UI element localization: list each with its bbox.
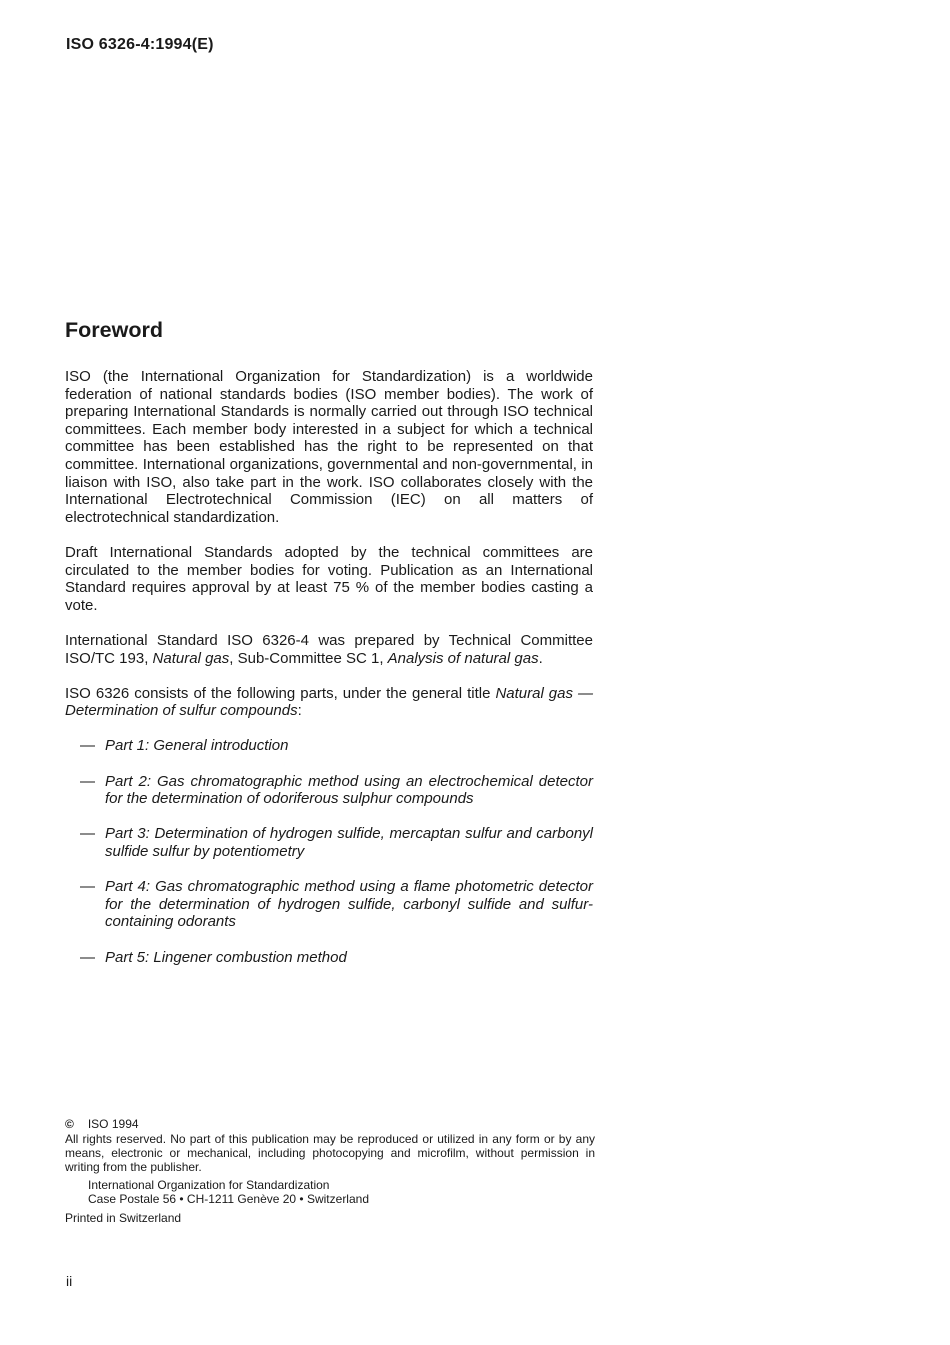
part-label: Part 4: [105, 878, 151, 896]
part-title: Gas chromatographic method using an electrochemical detector for the determination of odoriferous sulphur compounds [105, 772, 593, 808]
copyright-block [65, 1117, 595, 1225]
parts-intro-end: : [297, 702, 302, 720]
list-item-part-3 [65, 825, 593, 860]
page-number: ii [66, 1273, 73, 1289]
foreword-heading: Foreword [65, 318, 163, 342]
foreword-body [65, 368, 593, 984]
org-address: Case Postale 56 • CH-1211 Genève 20 • Switzerland [88, 1192, 369, 1206]
dash: — [80, 878, 95, 896]
paragraph-iso-intro: ISO (the International Organization for Standardization) is a worldwide federation of national standards bodies (ISO member bodies). The work of preparing International Standards is normally carried out through ISO technical committees. Each member body interested in a subject for which a technical committee has been established has the right to be represented on that committee. International organizations, governmental and non-governmental, in liaison with ISO, also take part in the work. ISO collaborates closely with the International Electrotechnical Commission (IEC) on all matters of electrotechnical standardization. [65, 368, 593, 526]
parts-list [65, 737, 593, 966]
document-identifier: ISO 6326-4:1994(E) [66, 36, 214, 53]
dash: — [80, 825, 95, 843]
dash: — [80, 772, 95, 790]
list-item-part-2 [65, 773, 593, 808]
paragraph-draft-standards: Draft International Standards adopted by the technical committees are circulated to the member bodies for voting. Publication as an International Standard requires approval by at least 75 % of the member bodies casting a vote. [65, 543, 593, 614]
subcommittee-title: Analysis of natural gas [387, 649, 539, 667]
list-item-part-1 [65, 737, 593, 755]
part-label: Part 2: [105, 772, 151, 790]
paragraph-prepared-by [65, 632, 593, 667]
dash: — [80, 948, 95, 966]
part-label: Part 3: [105, 825, 150, 843]
committee-title: Natural gas [152, 649, 230, 667]
general-title: Natural gas — Determination of sulfur compounds [65, 684, 594, 720]
part-title: Gas chromatographic method using a flame photometric detector for the determination of hydrogen sulfide, carbonyl sulfide and sulfur-containing odorants [105, 878, 594, 931]
list-item-part-4 [65, 878, 593, 931]
prepared-by-end: . [538, 649, 543, 667]
part-label: Part 1: [105, 737, 150, 755]
printed-in: Printed in Switzerland [65, 1211, 182, 1225]
part-title: General introduction [153, 737, 289, 755]
prepared-by-text: International Standard ISO 6326-4 was prepared by Technical Committee ISO/TC 193, [65, 631, 593, 667]
org-name: International Organization for Standardization [88, 1178, 330, 1192]
parts-intro-text: ISO 6326 consists of the following parts, under the general title [65, 684, 496, 702]
list-item-part-5 [65, 949, 593, 967]
subcommittee-text: , Sub-Committee SC 1, [229, 649, 388, 667]
part-title: Determination of hydrogen sulfide, mercaptan sulfur and carbonyl sulfide sulfur by potentiometry [105, 825, 593, 861]
copyright-year: ISO 1994 [87, 1117, 139, 1131]
rights-statement: All rights reserved. No part of this publication may be reproduced or utilized in any form or by any means, electronic or mechanical, including photocopying and microfilm, without permission in writing from the publisher. [65, 1132, 595, 1174]
copyright-notice [65, 1117, 595, 1131]
part-title: Lingener combustion method [153, 948, 347, 966]
paragraph-parts-intro [65, 685, 593, 720]
copyright-icon: © [65, 1117, 74, 1131]
dash: — [80, 737, 95, 755]
part-label: Part 5: [105, 948, 150, 966]
